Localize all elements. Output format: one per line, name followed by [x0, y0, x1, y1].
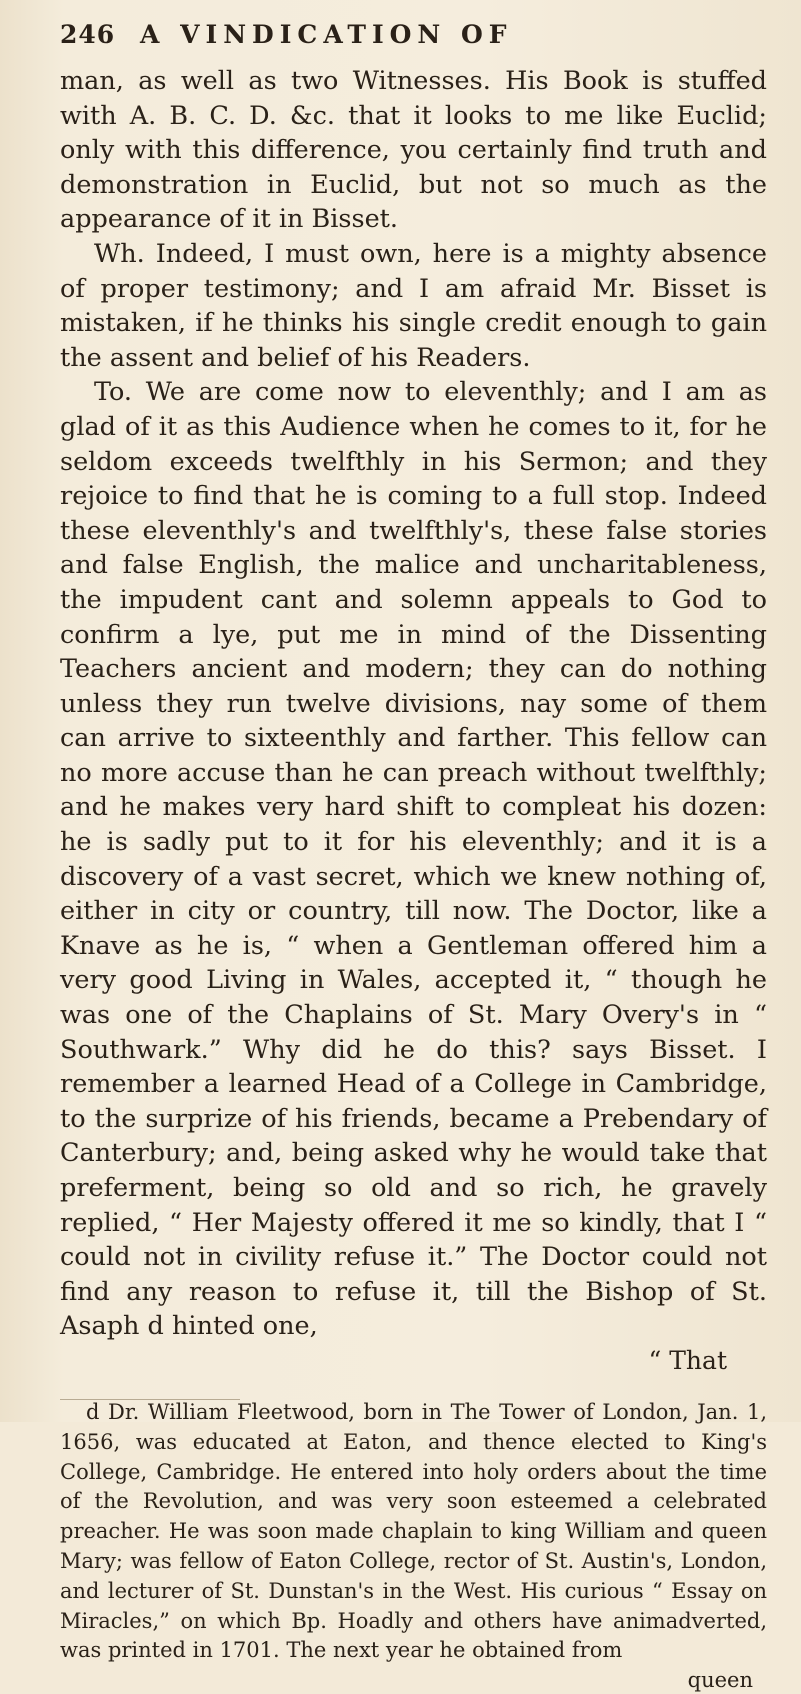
- paragraph: Wh. Indeed, I must own, here is a mighty absence of proper testimony; and I am afraid Mr. Bisset is mistaken, if he thinks his single credit enough to gain the assent and belief of his Readers.: [60, 238, 767, 373]
- running-title: A VINDICATION OF: [140, 20, 513, 49]
- paragraph: man, as well as two Witnesses. His Book is stuffed with A. B. C. D. &c. that it looks to me like Euclid; only with this difference, you certainly find truth and demonstration in Euclid, but not so much as the appearance of it in Bisset.: [60, 66, 767, 235]
- page-header: [60, 20, 767, 64]
- paragraph: To. We are come now to eleventhly; and I am as glad of it as this Audience when he comes to it, for he seldom exceeds twelfthly in his Sermon; and they rejoice to find that he is coming to a full stop. Indeed these eleventhly's and twelfthly's, these false stories and false English, the malice and uncharitableness, the impudent cant and solemn appeals to God to confirm a lye, put me in mind of the Dissenting Teachers ancient and modern; they can do nothing unless they run twelve divisions, nay some of them can arrive to sixteenthly and farther. This fellow can no more accuse than he can preach without twelfthly; and he makes very hard shift to compleat his dozen: he is sadly put to it for his eleventhly; and it is a discovery of a vast secret, which we knew nothing of, either in city or country, till now. The Doctor, like a Knave as he is, “ when a Gentleman offered him a very good Living in Wales, accepted it, “ though he was one of the Chaplains of St. Mary Overy's in “ Southwark.” Why did he do this? says Bisset. I remember a learned Head of a College in Cambridge, to the surprize of his friends, became a Prebendary of Canterbury; and, being asked why he would take that preferment, being so old and so rich, he gravely replied, “ Her Majesty offered it me so kindly, that I “ could not in civility refuse it.” The Doctor could not find any reason to refuse it, till the Bishop of St. Asaph d hinted one,: [60, 377, 767, 1342]
- footnote-text: d Dr. William Fleetwood, born in The Tower of London, Jan. 1, 1656, was educated at Eaton, and thence elected to King's College, Cambridge. He entered into holy orders about the time of the Revolution, and was very soon esteemed a celebrated preacher. He was soon made chaplain to king William and queen Mary; was fellow of Eaton College, rector of St. Austin's, London, and lecturer of St. Dunstan's in the West. His curious “ Essay on Miracles,” on which Bp. Hoadly and others have animadverted, was printed in 1701. The next year he obtained from: [60, 1399, 767, 1663]
- footnote-catchword: queen: [687, 1668, 753, 1693]
- page-edge-mark: [60, 1399, 240, 1400]
- main-text: [60, 64, 767, 1344]
- page-number: 246: [60, 20, 116, 49]
- catchword: “ That: [648, 1345, 727, 1375]
- footnote: [60, 1398, 767, 1666]
